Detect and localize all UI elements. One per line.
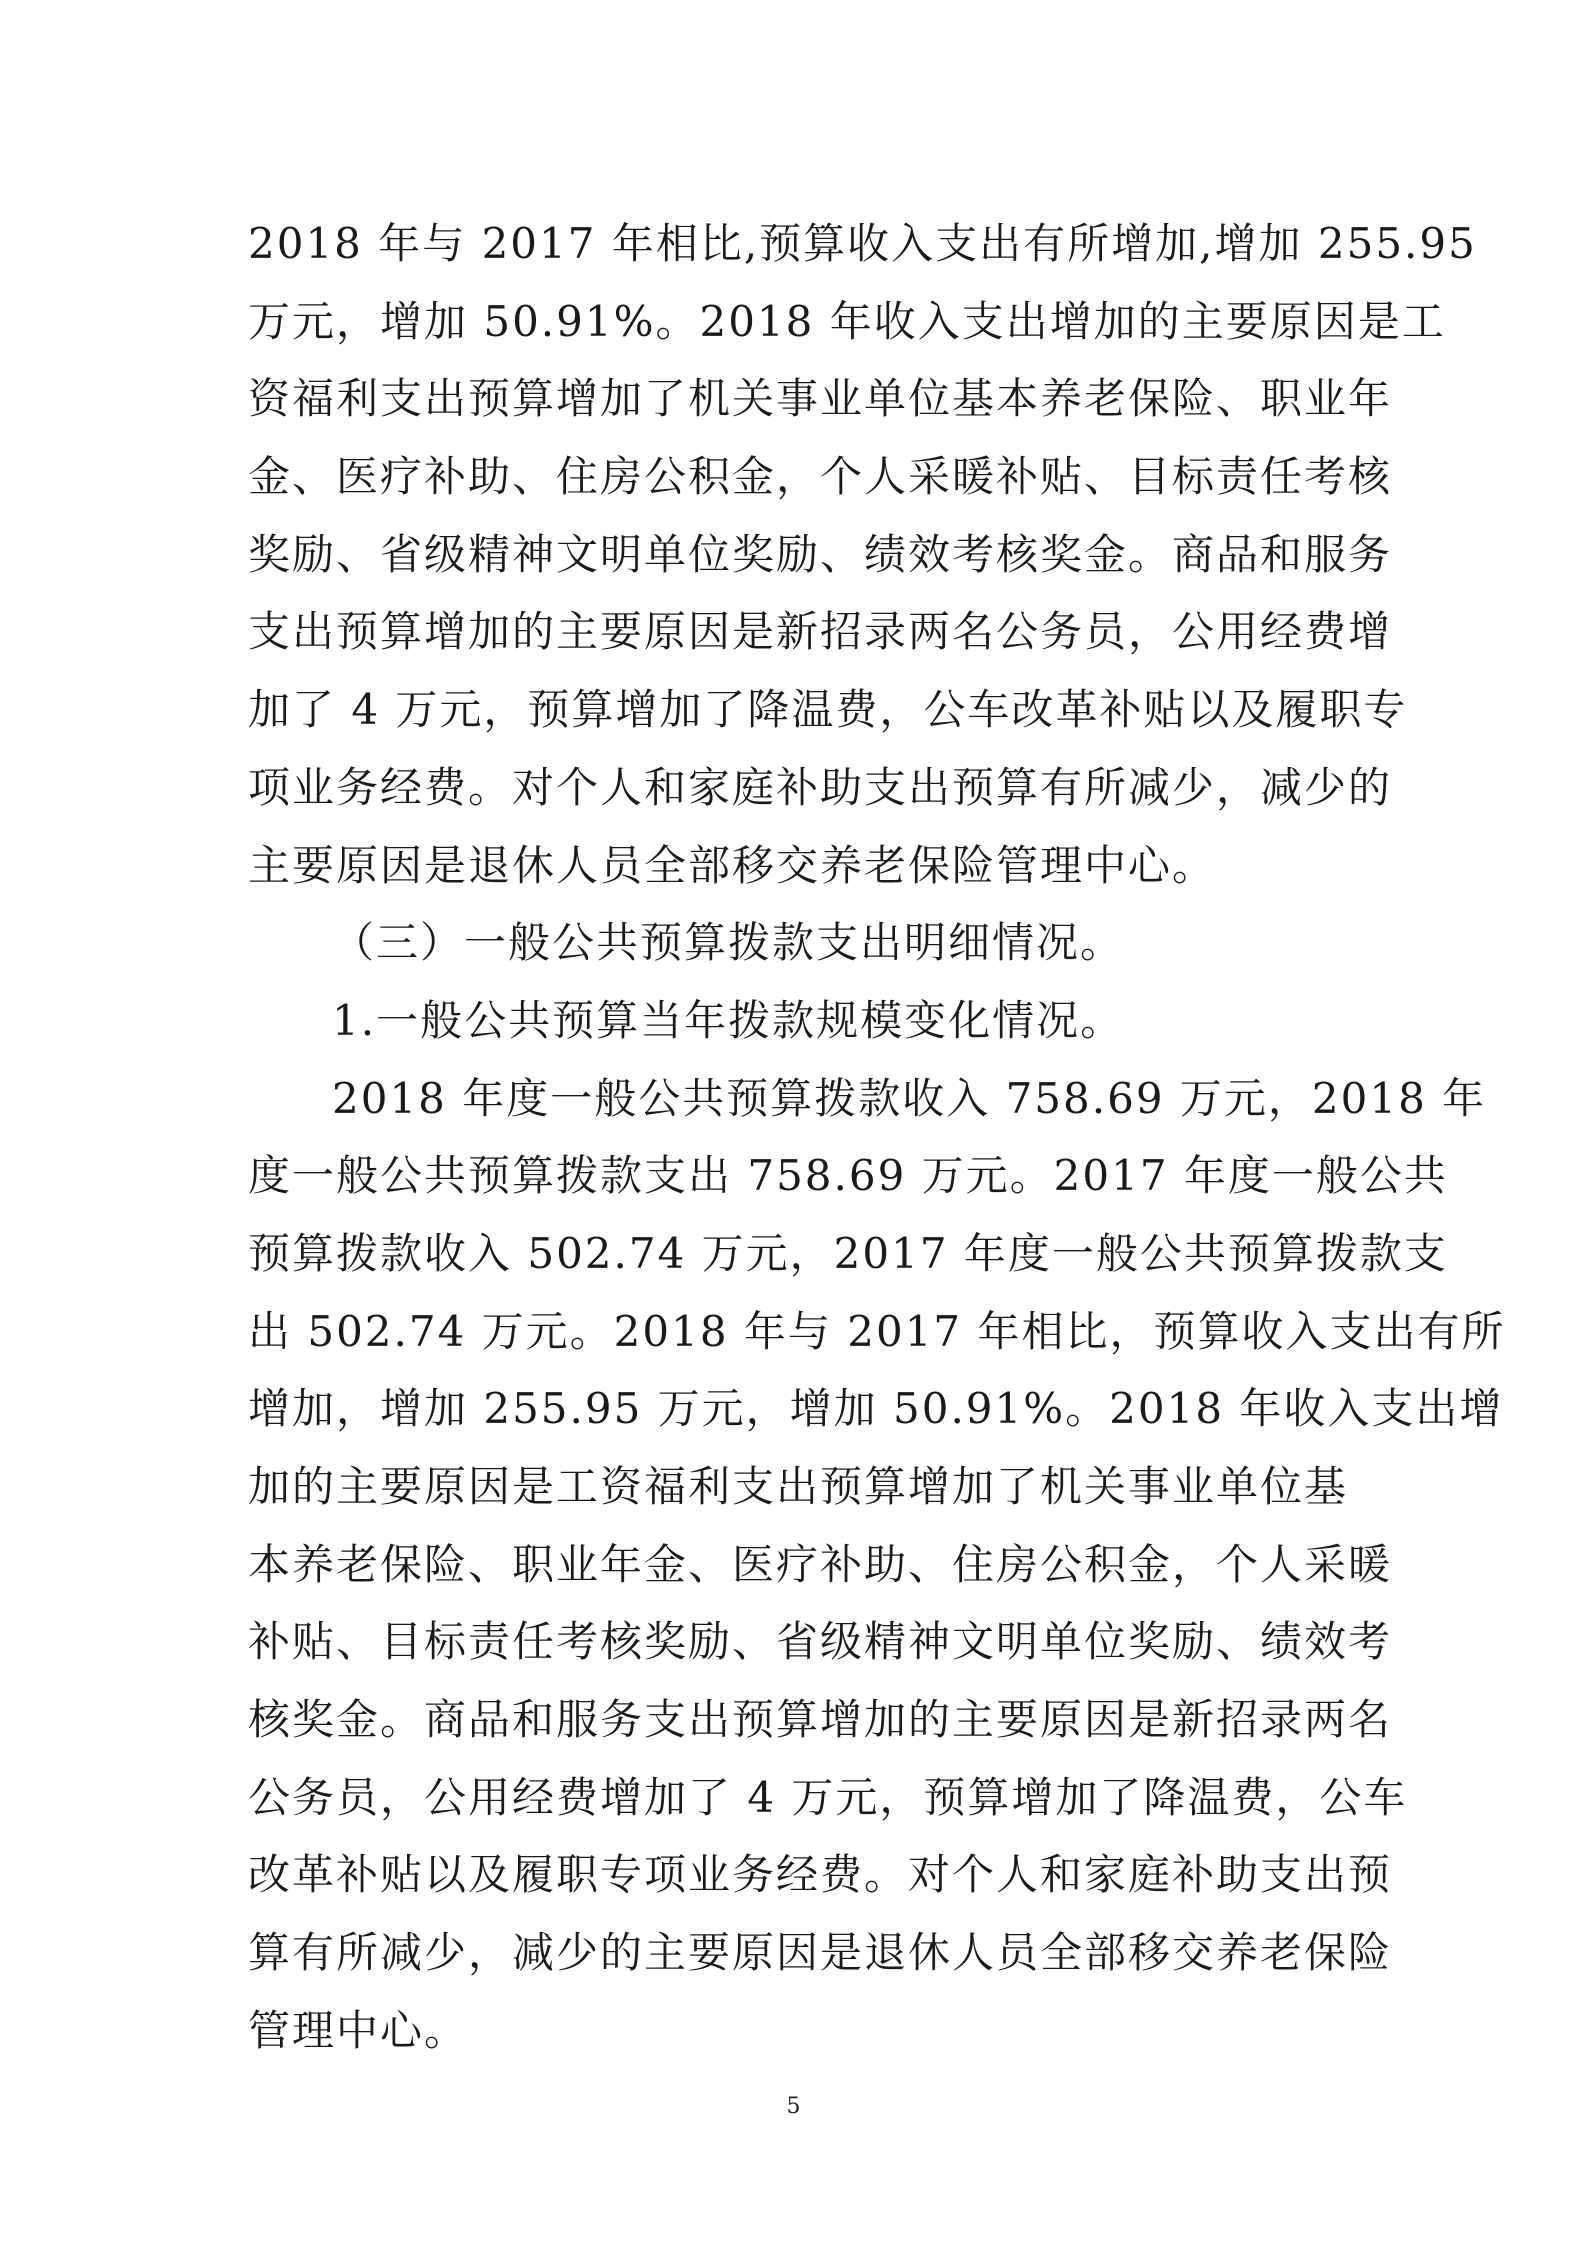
text-line: 预算拨款收入 502.74 万元，2017 年度一般公共预算拨款支 bbox=[248, 1228, 1448, 1278]
text-line: 增加，增加 255.95 万元，增加 50.91%。2018 年收入支出增 bbox=[248, 1384, 1504, 1434]
text-line: 加的主要原因是工资福利支出预算增加了机关事业单位基 bbox=[248, 1462, 1349, 1511]
text-line: 出 502.74 万元。2018 年与 2017 年相比，预算收入支出有所 bbox=[248, 1306, 1506, 1356]
text-line: 支出预算增加的主要原因是新招录两名公务员，公用经费增 bbox=[248, 607, 1393, 657]
text-line: （三）一般公共预算拨款支出明细情况。 bbox=[332, 918, 1125, 968]
text-line: 核奖金。商品和服务支出预算增加的主要原因是新招录两名 bbox=[248, 1695, 1393, 1745]
text-line: 项业务经费。对个人和家庭补助支出预算有所减少，减少的 bbox=[248, 762, 1393, 812]
page-number: 5 bbox=[786, 2094, 801, 2119]
text-line: 算有所减少，减少的主要原因是退休人员全部移交养老保险 bbox=[248, 1928, 1393, 1978]
text-line: 奖励、省级精神文明单位奖励、绩效考核奖金。商品和服务 bbox=[248, 529, 1393, 579]
text-line: 度一般公共预算拨款支出 758.69 万元。2017 年度一般公共 bbox=[248, 1151, 1448, 1201]
text-line: 加了 4 万元，预算增加了降温费，公车改革补贴以及履职专 bbox=[248, 685, 1408, 735]
text-line: 本养老保险、职业年金、医疗补助、住房公积金，个人采暖 bbox=[248, 1539, 1393, 1589]
text-line: 1.一般公共预算当年拨款规模变化情况。 bbox=[332, 995, 1125, 1045]
text-line: 管理中心。 bbox=[248, 2005, 469, 2055]
text-line: 补贴、目标责任考核奖励、省级精神文明单位奖励、绩效考 bbox=[248, 1617, 1393, 1667]
text-line: 万元，增加 50.91%。2018 年收入支出增加的主要原因是工 bbox=[248, 296, 1446, 346]
text-line: 主要原因是退休人员全部移交养老保险管理中心。 bbox=[248, 840, 1217, 890]
text-line: 金、医疗补助、住房公积金，个人采暖补贴、目标责任考核 bbox=[248, 452, 1393, 502]
text-line: 公务员，公用经费增加了 4 万元，预算增加了降温费，公车 bbox=[248, 1772, 1408, 1822]
body-text bbox=[248, 205, 1506, 2070]
text-line: 资福利支出预算增加了机关事业单位基本养老保险、职业年 bbox=[248, 374, 1393, 424]
text-line: 2018 年与 2017 年相比,预算收入支出有所增加,增加 255.95 bbox=[248, 219, 1477, 268]
text-line: 2018 年度一般公共预算拨款收入 758.69 万元，2018 年 bbox=[332, 1073, 1487, 1123]
text-line: 改革补贴以及履职专项业务经费。对个人和家庭补助支出预 bbox=[248, 1850, 1393, 1900]
